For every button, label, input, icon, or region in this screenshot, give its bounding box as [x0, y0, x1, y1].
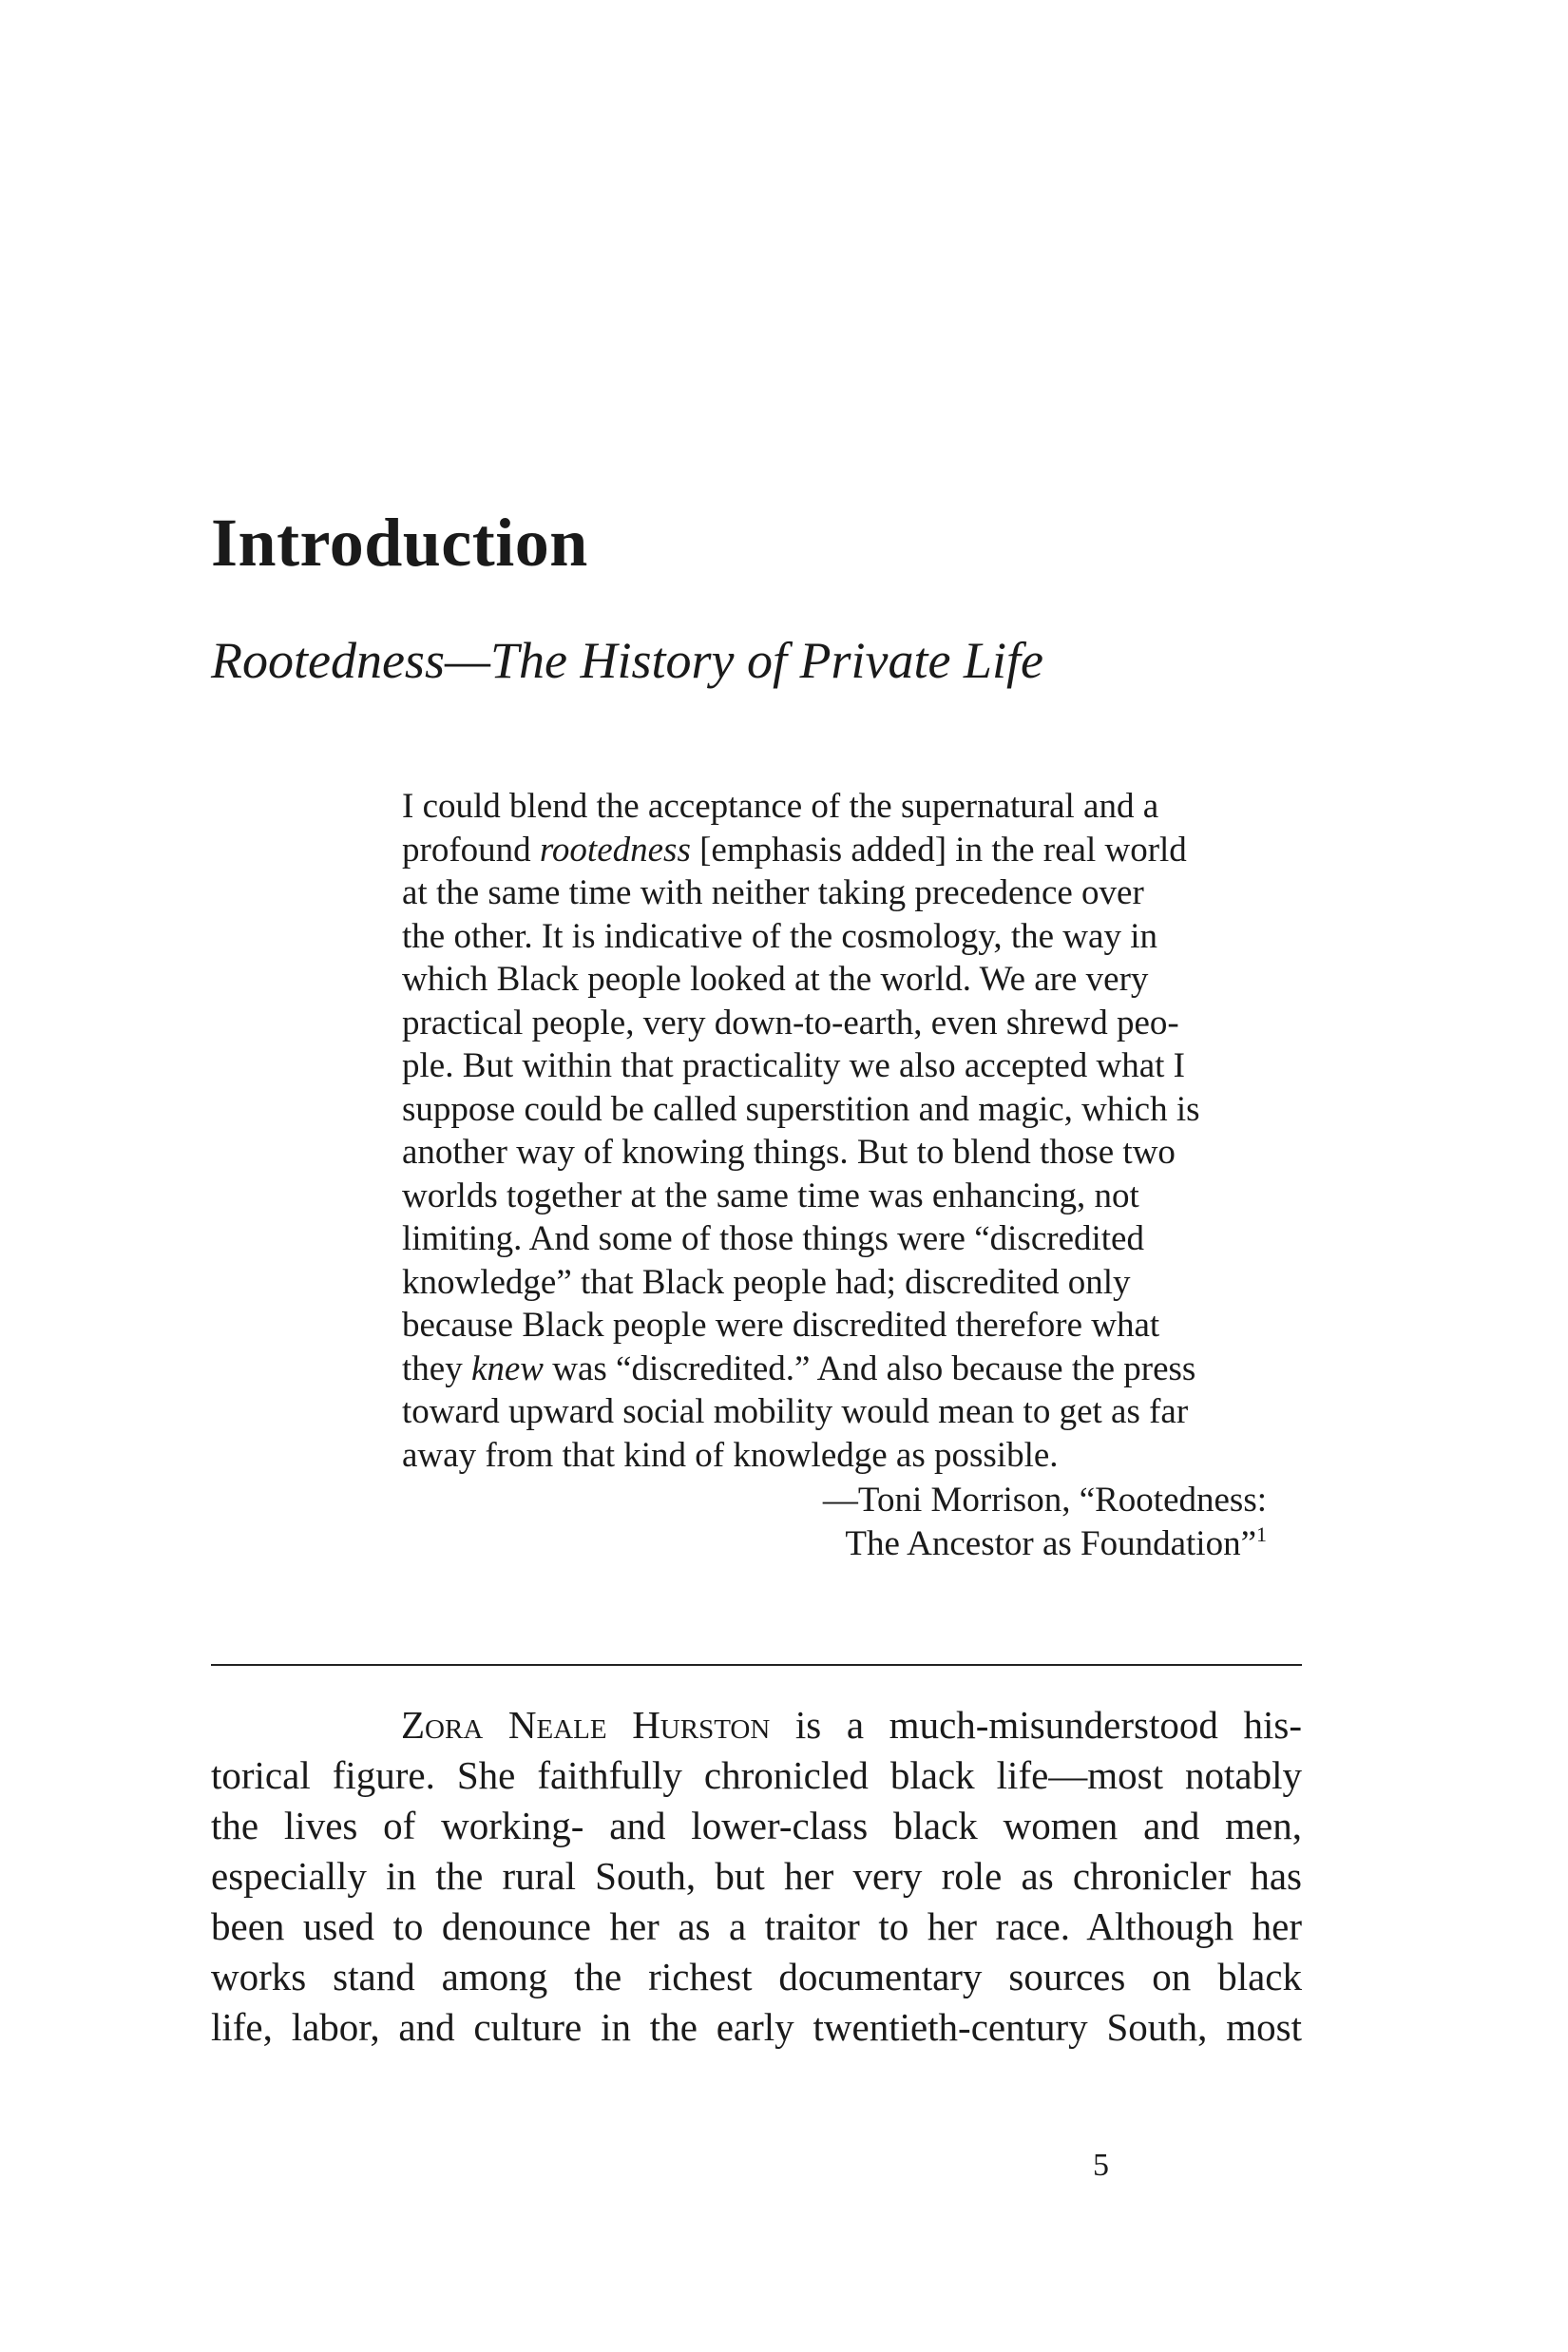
body-paragraph	[211, 1700, 1302, 2053]
epigraph-line	[402, 829, 1276, 872]
body-line: been used to denounce her as a traitor to her race. Although her	[211, 1904, 1302, 1948]
attribution-line	[402, 1522, 1267, 1566]
section-divider	[211, 1664, 1302, 1666]
epigraph-line	[402, 1348, 1276, 1391]
body-line: works stand among the richest documentary sources on black	[211, 1955, 1302, 1998]
epigraph-line: at the same time with neither taking precedence over	[402, 873, 1144, 912]
epigraph-line: limiting. And some of those things were “discredited	[402, 1219, 1144, 1258]
epigraph-line: the other. It is indicative of the cosmology, the way in	[402, 916, 1157, 956]
chapter-subtitle: Rootedness—The History of Private Life	[211, 632, 1043, 689]
epigraph-line: ple. But within that practicality we also accepted what I	[402, 1046, 1185, 1085]
epigraph-line: another way of knowing things. But to blend those two	[402, 1133, 1176, 1172]
epigraph-emphasis: knew	[470, 1348, 544, 1388]
epigraph-line: I could blend the acceptance of the supernatural and a	[402, 787, 1159, 826]
epigraph-line: practical people, very down-to-earth, even shrewd peo-	[402, 1003, 1179, 1042]
lead-in-name: Zora Neale Hurston	[401, 1703, 771, 1747]
epigraph-line: away from that kind of knowledge as possible.	[402, 1435, 1059, 1475]
attribution-text: The Ancestor as Foundation”	[845, 1523, 1256, 1563]
epigraph-line: worlds together at the same time was enhancing, not	[402, 1176, 1139, 1215]
epigraph-attribution	[402, 1479, 1276, 1565]
body-line: the lives of working- and lower-class black women and men,	[211, 1804, 1302, 1847]
epigraph-line: because Black people were discredited therefore what	[402, 1306, 1160, 1345]
epigraph-line: suppose could be called superstition and magic, which is	[402, 1089, 1200, 1129]
body-line: life, labor, and culture in the early twentieth-century South, most	[211, 2005, 1302, 2049]
body-line	[211, 1700, 1302, 1750]
epigraph-text: was “discredited.” And also because the press	[543, 1348, 1196, 1388]
epigraph-line: toward upward social mobility would mean to get as far	[402, 1392, 1189, 1431]
epigraph	[402, 785, 1276, 1565]
chapter-title: Introduction	[211, 505, 588, 581]
body-line: especially in the rural South, but her very role as chronicler has	[211, 1854, 1302, 1898]
epigraph-line: knowledge” that Black people had; discredited only	[402, 1262, 1131, 1302]
epigraph-text: [emphasis added] in the real world	[690, 830, 1187, 870]
body-line: torical figure. She faithfully chronicled black life—most notably	[211, 1753, 1302, 1797]
attribution-line: —Toni Morrison, “Rootedness:	[822, 1481, 1267, 1520]
epigraph-line: which Black people looked at the world. We are very	[402, 960, 1149, 999]
page-number: 5	[1093, 2148, 1109, 2183]
epigraph-text: they	[402, 1348, 471, 1388]
epigraph-emphasis: rootedness	[539, 830, 691, 870]
epigraph-text: profound	[402, 830, 540, 870]
footnote-reference[interactable]: 1	[1256, 1521, 1267, 1546]
body-text: is a much-misunderstood his-	[770, 1703, 1302, 1747]
